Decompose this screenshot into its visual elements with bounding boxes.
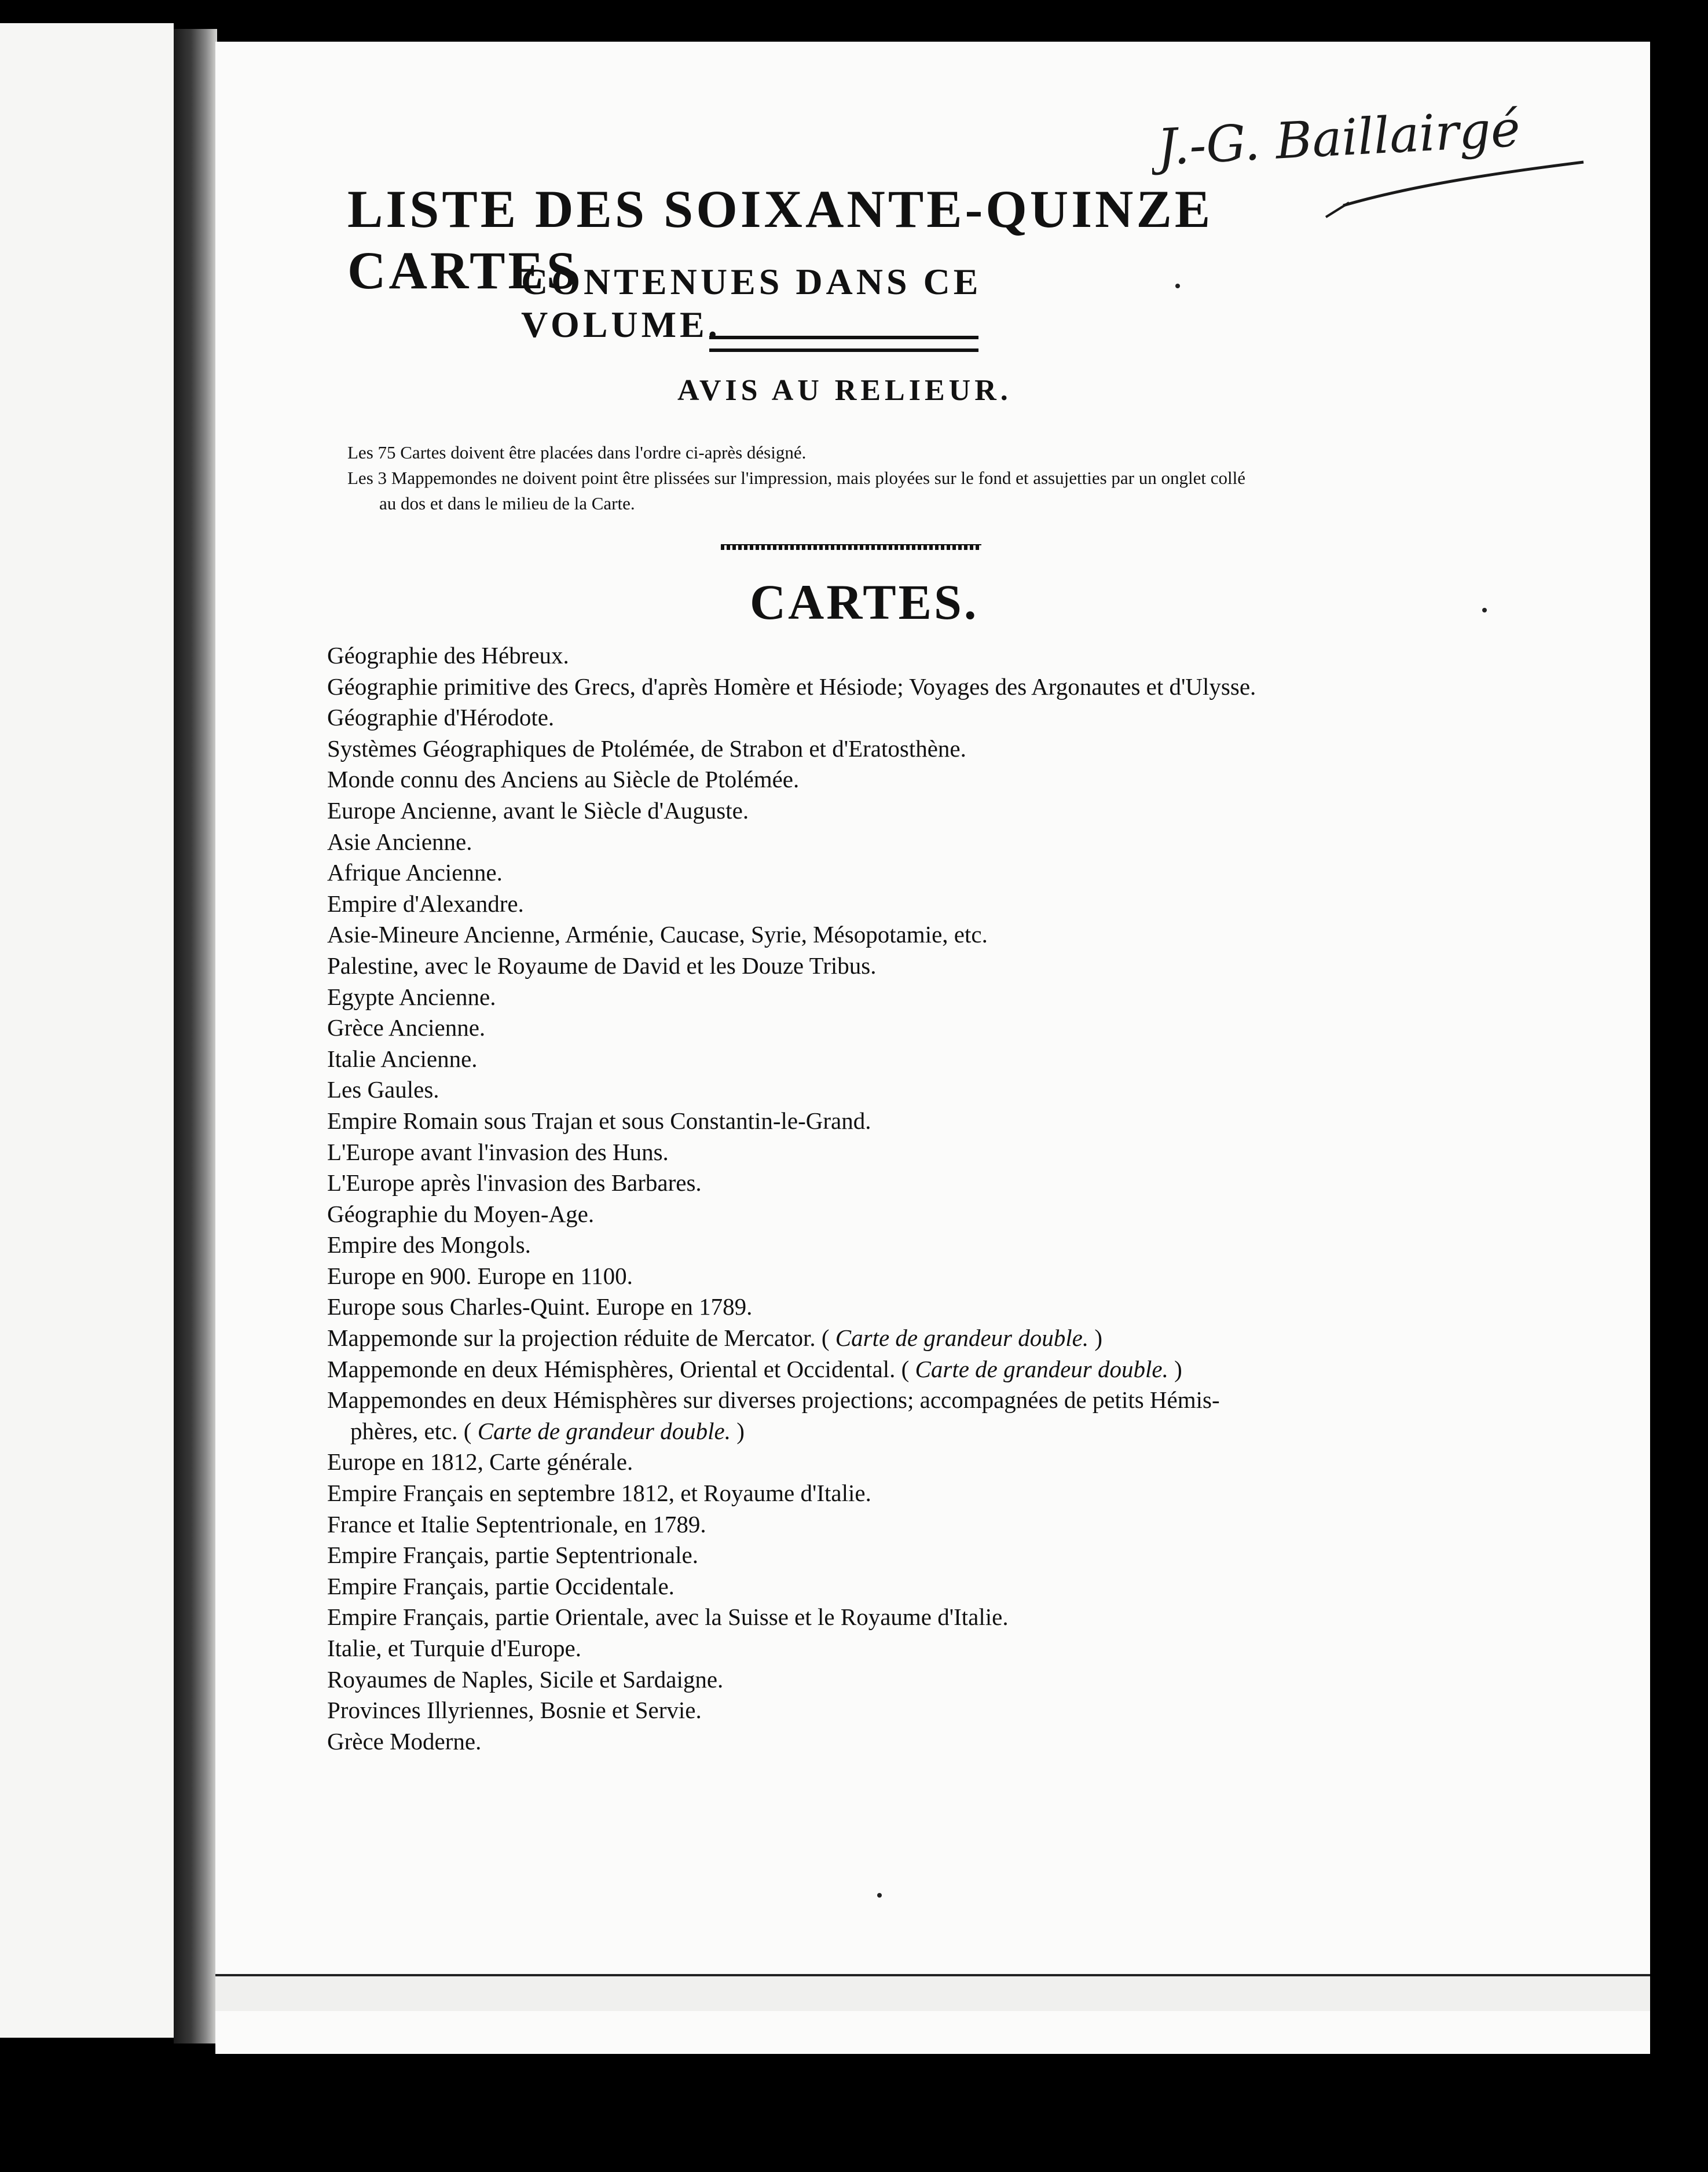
map-title: Mappemonde en deux Hémisphères, Oriental et Occidental. ( (327, 1355, 915, 1382)
binder-instructions (347, 440, 1390, 516)
note-close: ) (1168, 1355, 1182, 1382)
map-size-note: Carte de grandeur double. (835, 1325, 1089, 1352)
page-title: LISTE DES SOIXANTE-QUINZE CARTES (347, 179, 1214, 300)
list-item: Géographie du Moyen-Age. (327, 1200, 595, 1227)
note-close: ) (1088, 1325, 1102, 1352)
list-item (327, 1385, 1427, 1447)
list-item: Géographie d'Hérodote. (327, 704, 555, 731)
list-item: Provinces Illyriennes, Bosnie et Servie. (327, 1697, 702, 1724)
ornamental-rule-divider (721, 544, 981, 550)
list-item: Empire Français, partie Septentrionale. (327, 1542, 698, 1569)
maps-section-heading: CARTES. (750, 574, 979, 630)
list-item: L'Europe après l'invasion des Barbares. (327, 1169, 702, 1197)
svg-text:J.-G. Baillairgé: J.-G. Baillairgé (1156, 100, 1522, 177)
facing-page-edge (0, 23, 174, 2038)
list-item: Systèmes Géographiques de Ptolémée, de Strabon et d'Eratosthène. (327, 735, 966, 762)
list-item: Europe Ancienne, avant le Siècle d'Auguste. (327, 797, 749, 824)
stray-ink-dot (1175, 284, 1180, 288)
list-item: Italie, et Turquie d'Europe. (327, 1635, 581, 1661)
list-item: Monde connu des Anciens au Siècle de Ptolémée. (327, 766, 800, 793)
list-item: Afrique Ancienne. (327, 859, 503, 886)
map-title: Mappemondes en deux Hémisphères sur diverses projections; accompagnées de petits Hémis- (327, 1386, 1220, 1414)
list-item: France et Italie Septentrionale, en 1789. (327, 1510, 706, 1538)
instruction-line: Les 75 Cartes doivent être placées dans l'ordre ci-après désigné. (347, 442, 807, 463)
list-item: Palestine, avec le Royaume de David et les Douze Tribus. (327, 952, 877, 979)
list-item: Empire Français en septembre 1812, et Royaume d'Italie. (327, 1480, 871, 1507)
list-item (327, 1354, 1427, 1385)
map-size-note: Carte de grandeur double. (915, 1355, 1168, 1382)
list-item: Royaumes de Naples, Sicile et Sardaigne. (327, 1665, 724, 1693)
spine-shadow (174, 29, 217, 2043)
stray-ink-dot (877, 1893, 882, 1898)
list-item: Grèce Moderne. (327, 1727, 482, 1755)
binder-notice-heading: AVIS AU RELIEUR. (677, 374, 1012, 407)
list-item: Asie-Mineure Ancienne, Arménie, Caucase, Syrie, Mésopotamie, etc. (327, 921, 988, 948)
instruction-line: au dos et dans le milieu de la Carte. (379, 493, 635, 513)
list-item: Empire Romain sous Trajan et sous Constantin-le-Grand. (327, 1107, 871, 1134)
map-title-end: phères, etc. ( (350, 1417, 478, 1444)
list-item: Empire Français, partie Orientale, avec la Suisse et le Royaume d'Italie. (327, 1604, 1009, 1631)
list-item: Italie Ancienne. (327, 1045, 478, 1072)
stray-ink-dot (1482, 608, 1487, 612)
list-item: Grèce Ancienne. (327, 1014, 486, 1041)
list-item: Géographie des Hébreux. (327, 642, 569, 669)
page-subtitle: CONTENUES DANS CE VOLUME. (521, 261, 982, 345)
list-item (327, 1323, 1427, 1354)
list-item: Asie Ancienne. (327, 828, 472, 855)
list-item: Empire Français, partie Occidentale. (327, 1572, 675, 1599)
list-item: Géographie primitive des Grecs, d'après Homère et Hésiode; Voyages des Argonautes et d'Ulysse. (327, 673, 1256, 700)
list-item: L'Europe avant l'invasion des Huns. (327, 1138, 669, 1165)
list-item: Europe sous Charles-Quint. Europe en 1789. (327, 1293, 753, 1320)
list-item: Europe en 900. Europe en 1100. (327, 1262, 633, 1289)
double-rule-divider (709, 336, 978, 352)
note-close: ) (731, 1417, 745, 1444)
map-title: Mappemonde sur la projection réduite de Mercator. ( (327, 1325, 835, 1352)
list-item: Les Gaules. (327, 1076, 439, 1103)
instruction-line: Les 3 Mappemondes ne doivent point être plissées sur l'impression, mais ployées sur le fond et assujetties par un onglet collé (347, 468, 1245, 488)
list-item: Europe en 1812, Carte générale. (327, 1448, 633, 1476)
map-size-note: Carte de grandeur double. (477, 1417, 731, 1444)
map-title-continuation (327, 1416, 1427, 1447)
list-item: Egypte Ancienne. (327, 983, 496, 1010)
page-bottom-edge (215, 1974, 1650, 2011)
list-item: Empire d'Alexandre. (327, 890, 524, 917)
list-item: Empire des Mongols. (327, 1231, 531, 1259)
maps-list (327, 640, 1427, 1757)
